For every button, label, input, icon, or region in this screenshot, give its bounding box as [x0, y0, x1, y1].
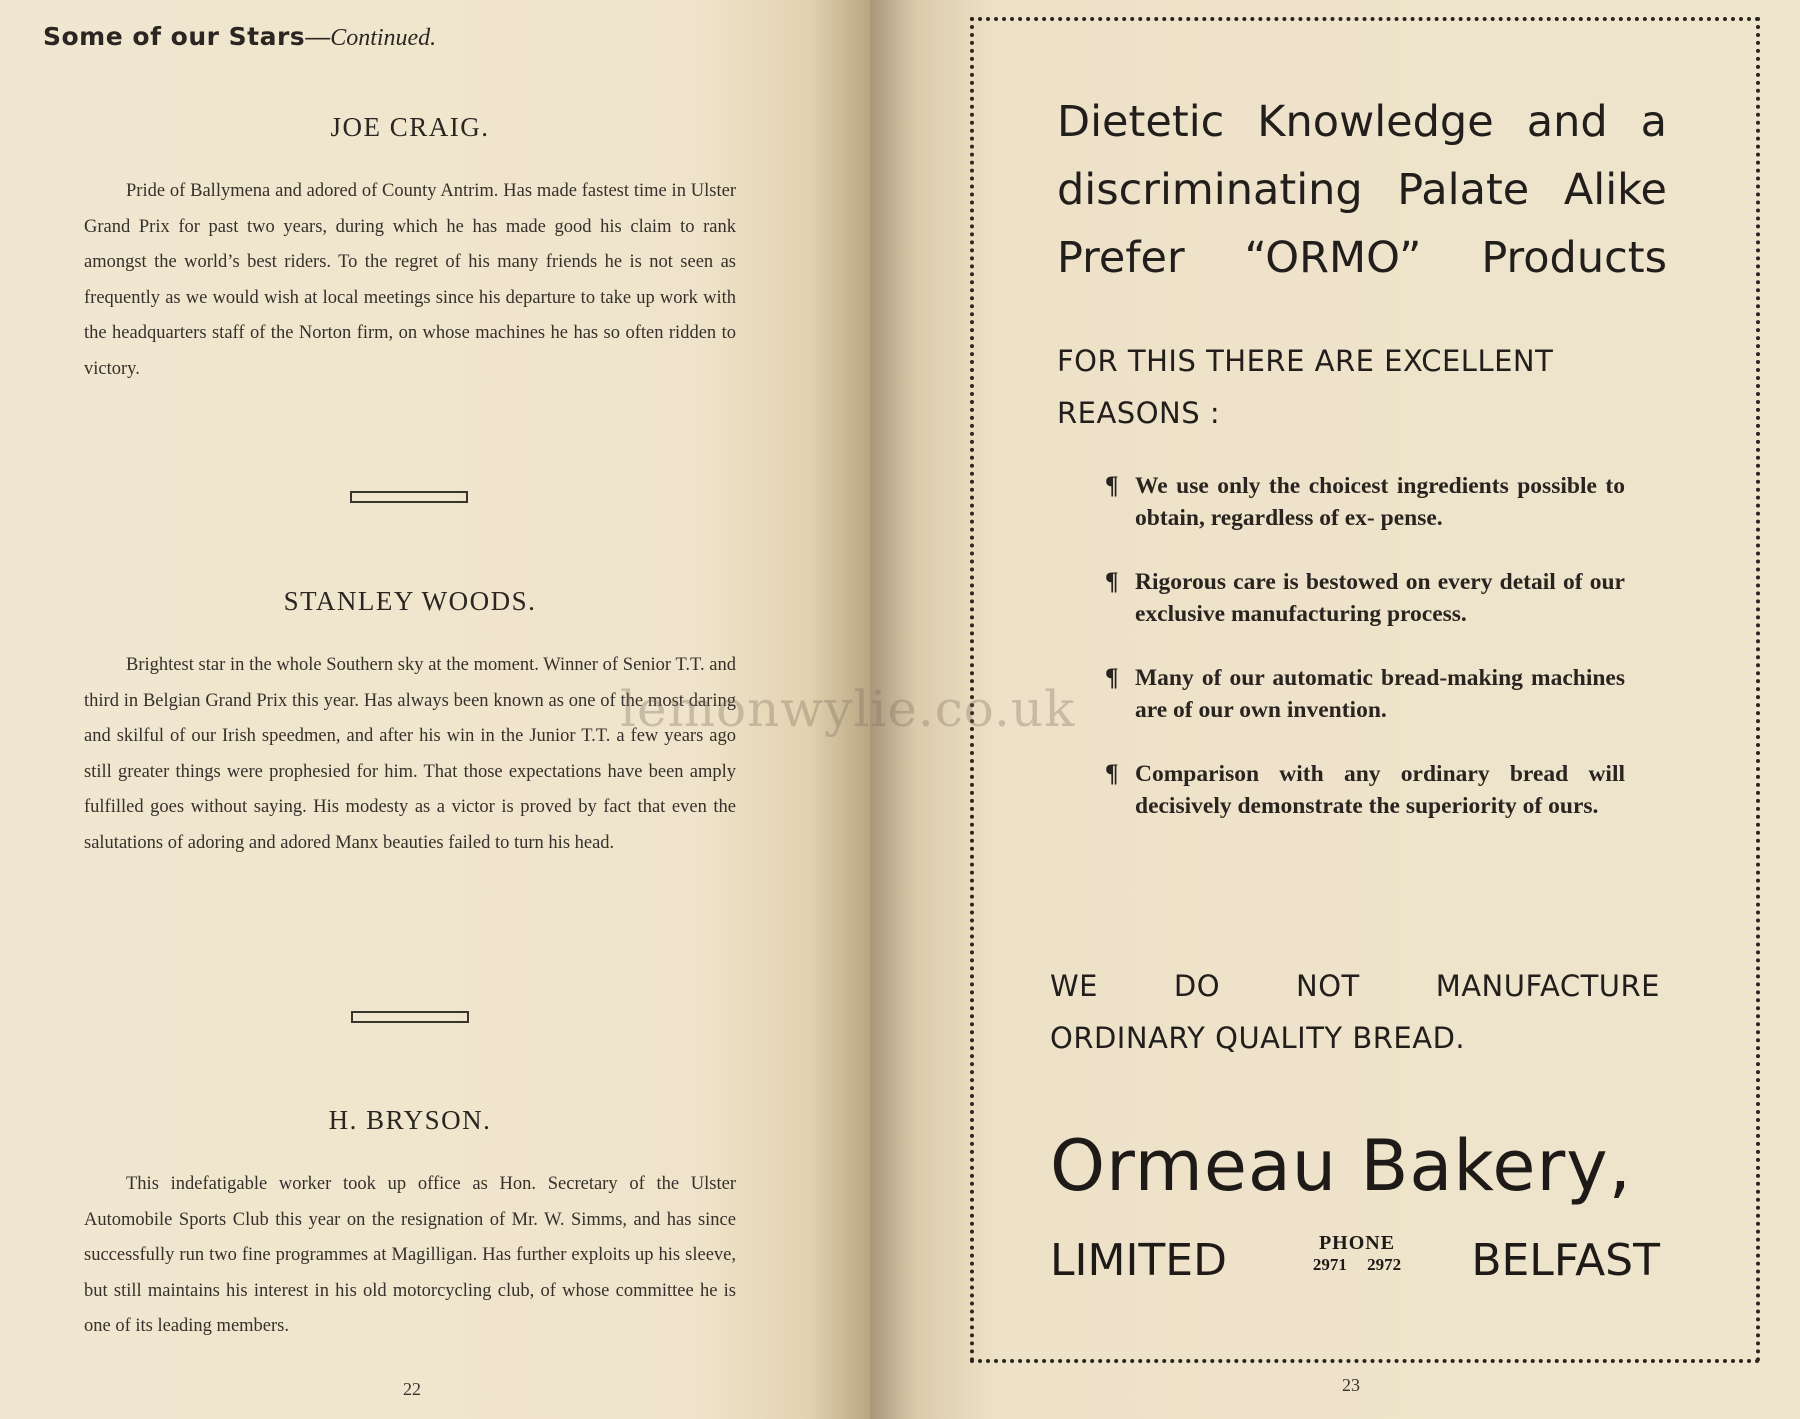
page-number-right: 23: [1342, 1375, 1360, 1395]
phone-number: 2972: [1367, 1255, 1402, 1274]
watermark-text: lemonwylie.co.uk: [620, 680, 1076, 738]
brand-limited: LIMITED: [1050, 1235, 1227, 1286]
reason-item: [1105, 662, 1625, 726]
brand-name: Ormeau Bakery,: [1050, 1125, 1632, 1207]
phone-block: [1292, 1232, 1422, 1275]
reasons-list: [1105, 470, 1625, 854]
reason-text: Many of our automatic bread-making machines are of our own invention.: [1135, 665, 1625, 723]
phone-label: PHONE: [1318, 1232, 1396, 1254]
section-separator: [350, 491, 468, 503]
phone-numbers: [1292, 1255, 1422, 1275]
star-name-joe-craig: JOE CRAIG.: [330, 112, 490, 142]
ad-reasons-intro: FOR THIS THERE ARE EXCELLENT REASONS :: [1057, 344, 1554, 430]
ad-headline: Dietetic Knowledge and a discriminating Palate Alike Prefer “ORMO” Products: [1057, 97, 1667, 283]
closing-line-1: WE DO NOT MANUFACTURE: [1050, 969, 1660, 1003]
running-head-continued: Continued.: [330, 25, 437, 51]
star-bio-stanley-woods: Brightest star in the whole Southern sky at the moment. Winner of Senior T.T. and third in Belgian Grand Prix this year. Has always been known as one of the most daring and skilful of our Irish speedmen, and after his win in the Junior T.T. a few years ago still greater things were prophesied for him. That those expectations have been amply fulfilled goes without saying. His modesty as a victor is proved by fact that even the salutations of adoring and adored Manx beauties failed to turn his head.: [84, 655, 736, 853]
pilcrow-icon: ¶: [1105, 664, 1119, 691]
brand-details: [1050, 1232, 1660, 1297]
reason-text: We use only the choicest ingredients possible to obtain, regardless of ex- pense.: [1135, 473, 1625, 531]
running-head: [43, 22, 436, 52]
running-head-title: Some of our Stars: [43, 22, 306, 51]
reason-item: [1105, 566, 1625, 630]
star-name-h-bryson: H. BRYSON.: [328, 1105, 492, 1135]
running-head-dash: —: [305, 23, 331, 51]
page-number-left: 22: [403, 1379, 421, 1399]
star-name-stanley-woods: STANLEY WOODS.: [283, 586, 537, 616]
pilcrow-icon: ¶: [1105, 760, 1119, 787]
reason-text: Rigorous care is bestowed on every detail of our exclusive manufacturing process.: [1135, 569, 1625, 627]
closing-line-2: ORDINARY QUALITY BREAD.: [1050, 1021, 1466, 1055]
section-separator: [351, 1011, 469, 1023]
phone-number: 2971: [1312, 1255, 1347, 1274]
pilcrow-icon: ¶: [1105, 472, 1119, 499]
reason-text: Comparison with any ordinary bread will decisively demonstrate the superiority of ours.: [1135, 761, 1625, 819]
star-bio-joe-craig: Pride of Ballymena and adored of County Antrim. Has made fastest time in Ulster Grand Prix for past two years, during which he has made good his claim to rank amongst the world’s best riders. To the regret of his many friends he is not seen as frequently as we would wish at local meetings since his departure to take up work with the headquarters staff of the Norton firm, on whose machines he has so often ridden to victory.: [84, 181, 736, 379]
reason-item: [1105, 470, 1625, 534]
ad-closing-statement: [1050, 960, 1660, 1064]
pilcrow-icon: ¶: [1105, 568, 1119, 595]
star-bio-h-bryson: This indefatigable worker took up office as Hon. Secretary of the Ulster Automobile Sports Club this year on the resignation of Mr. W. Simms, and has since successfully run two fine programmes at Magilligan. Has further exploits up his sleeve, but still maintains his interest in his old motorcycling club, of whose committee he is one of its leading members.: [84, 1174, 736, 1336]
brand-city: BELFAST: [1471, 1235, 1660, 1286]
reason-item: [1105, 758, 1625, 822]
